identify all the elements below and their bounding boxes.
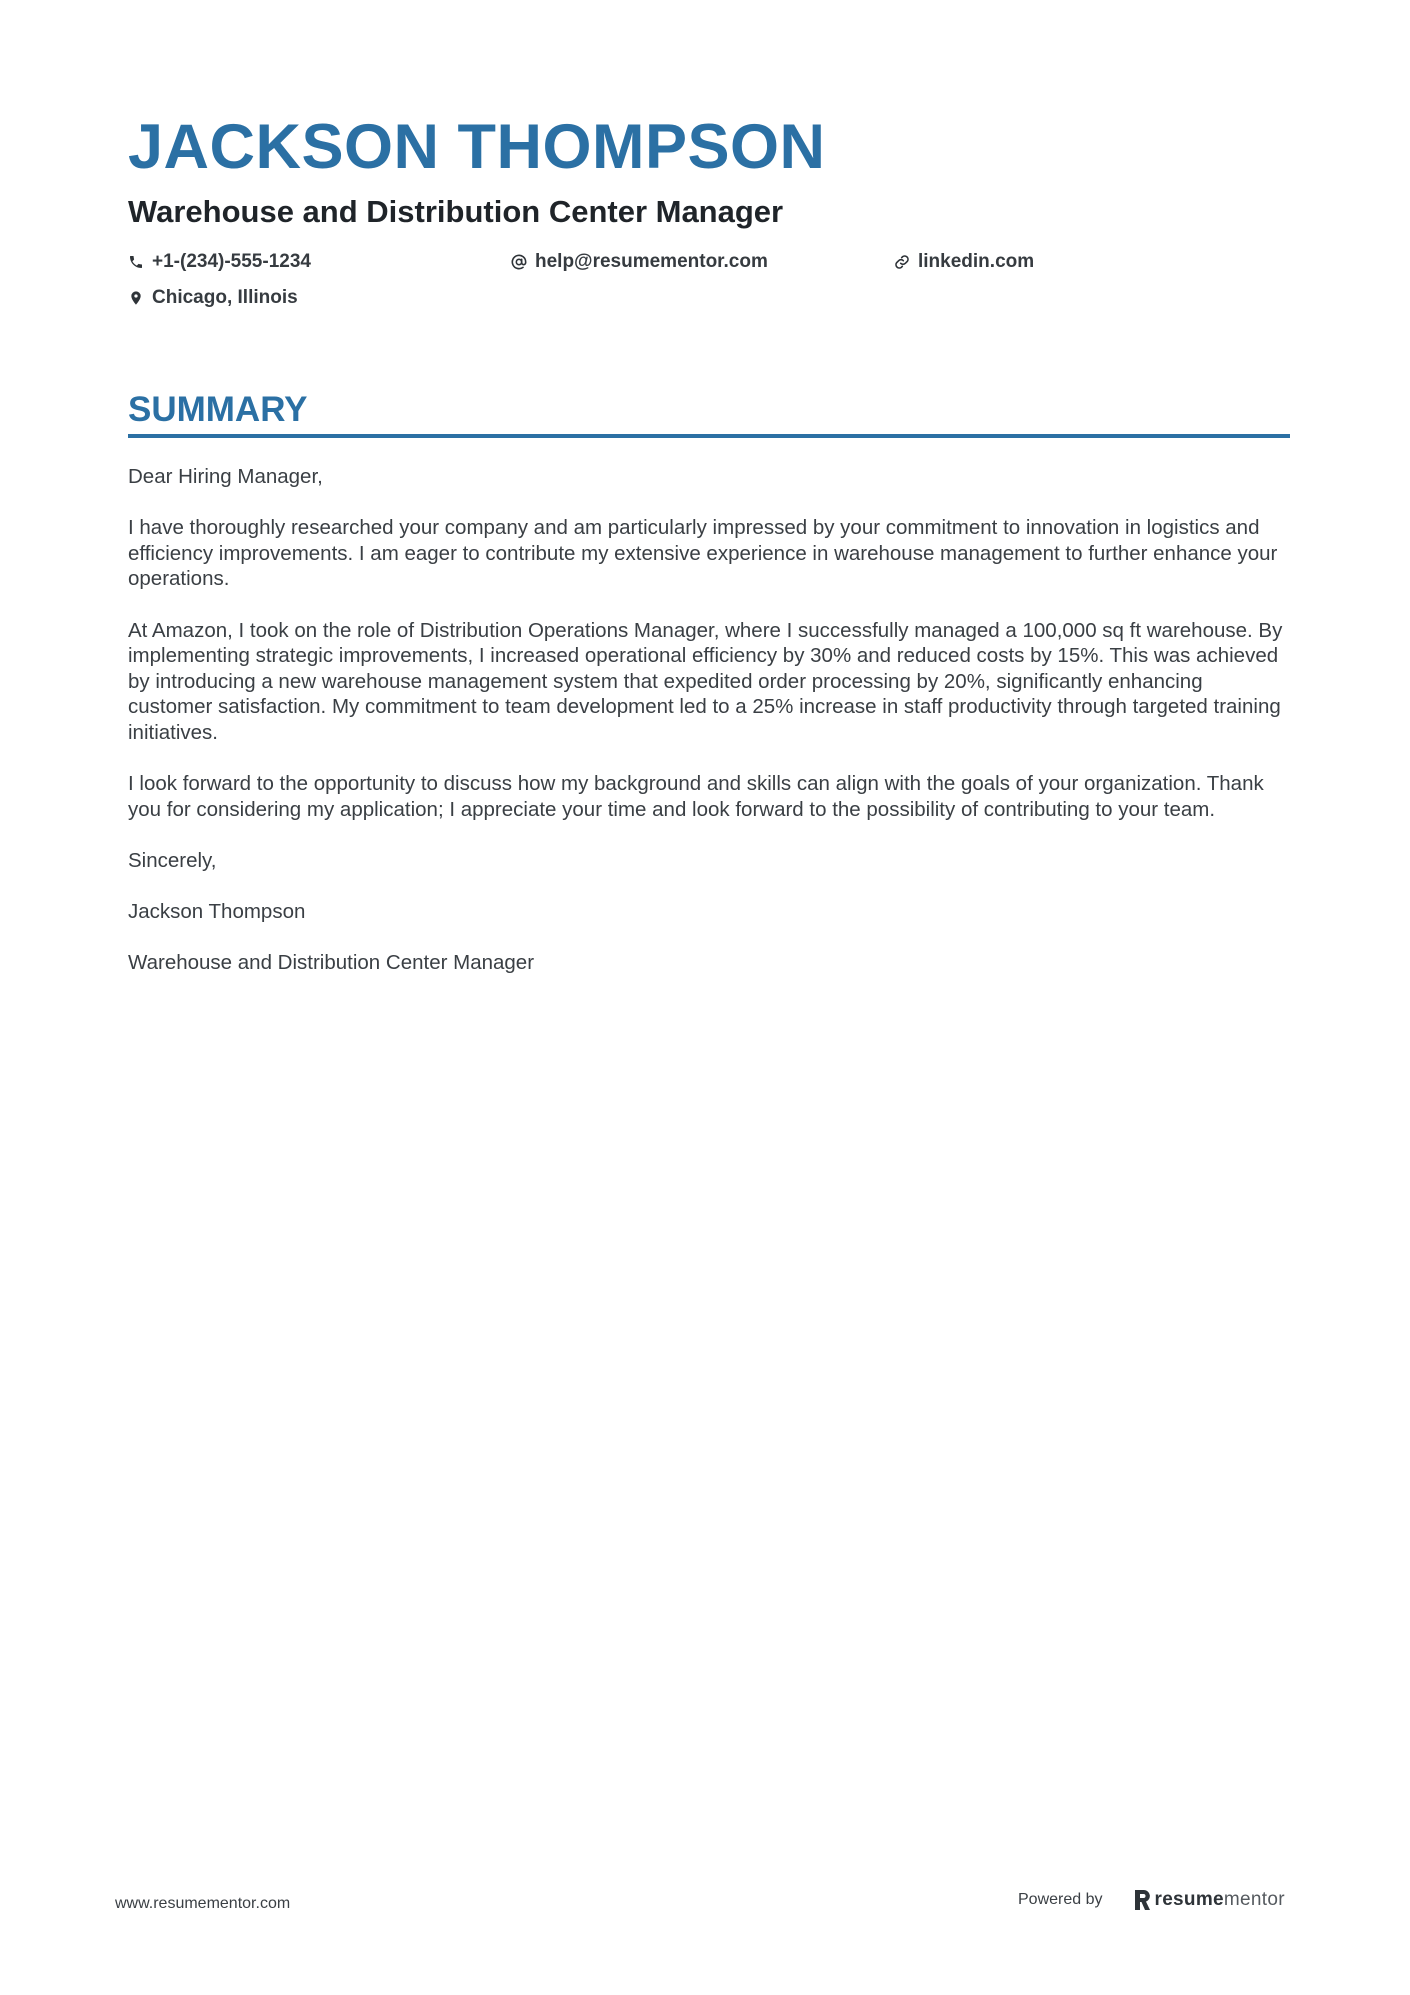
email-address[interactable]: help@resumementor.com <box>535 251 768 272</box>
candidate-name: JACKSON THOMPSON <box>128 112 826 182</box>
sign-off: Sincerely, <box>128 848 217 872</box>
paragraph-intro: I have thoroughly researched your company and am particularly impressed by your commitment to innovation in logistics and efficiency improvements. I am eager to contribute my extensive experience in warehouse management to further enhance your operations. <box>128 516 1278 591</box>
logo-mark-icon <box>1133 1890 1151 1910</box>
logo-word-resume: resume <box>1154 1889 1224 1910</box>
contact-location <box>128 286 511 310</box>
cover-letter-body <box>128 464 1290 976</box>
contact-linkedin[interactable] <box>894 250 1277 274</box>
signature-name: Jackson Thompson <box>128 900 306 924</box>
contact-phone <box>128 250 511 274</box>
paragraph-experience: At Amazon, I took on the role of Distribution Operations Manager, where I successfully managed a 100,000 sq ft warehouse. By implementing strategic improvements, I increased operational efficiency by 30% and reduced costs by 15%. This was achieved by introducing a new warehouse management system that expedited order processing by 20%, significantly enhancing customer satisfaction. My commitment to team development led to a 25% increase in staff productivity through targeted training initiatives. <box>128 618 1283 744</box>
contact-info <box>128 250 1288 310</box>
map-pin-icon <box>128 290 144 306</box>
salutation: Dear Hiring Manager, <box>128 465 323 488</box>
job-title: Warehouse and Distribution Center Manager <box>128 194 784 229</box>
linkedin-link[interactable]: linkedin.com <box>918 251 1035 272</box>
location-text: Chicago, Illinois <box>152 287 298 308</box>
powered-by-label: Powered by <box>1018 1891 1103 1908</box>
logo-wordmark <box>1155 1889 1285 1911</box>
footer-branding <box>1018 1889 1285 1911</box>
footer-website[interactable]: www.resumementor.com <box>115 1895 291 1912</box>
contact-email[interactable] <box>511 250 894 274</box>
summary-section <box>128 388 1290 1001</box>
phone-number: +1-(234)-555-1234 <box>152 251 311 272</box>
header <box>128 112 1288 310</box>
signature-title: Warehouse and Distribution Center Manager <box>128 951 535 975</box>
link-icon <box>894 254 910 270</box>
phone-icon <box>128 254 144 270</box>
section-heading: SUMMARY <box>128 390 308 429</box>
resumementor-logo[interactable] <box>1133 1889 1285 1911</box>
section-divider <box>128 434 1290 438</box>
paragraph-closing: I look forward to the opportunity to discuss how my background and skills can align with the goals of your organization. Thank you for considering my application; I appreciate your time and look forward to the possibility of contributing to your team. <box>128 772 1264 821</box>
logo-word-mentor: mentor <box>1223 1889 1285 1910</box>
at-sign-icon <box>511 254 527 270</box>
